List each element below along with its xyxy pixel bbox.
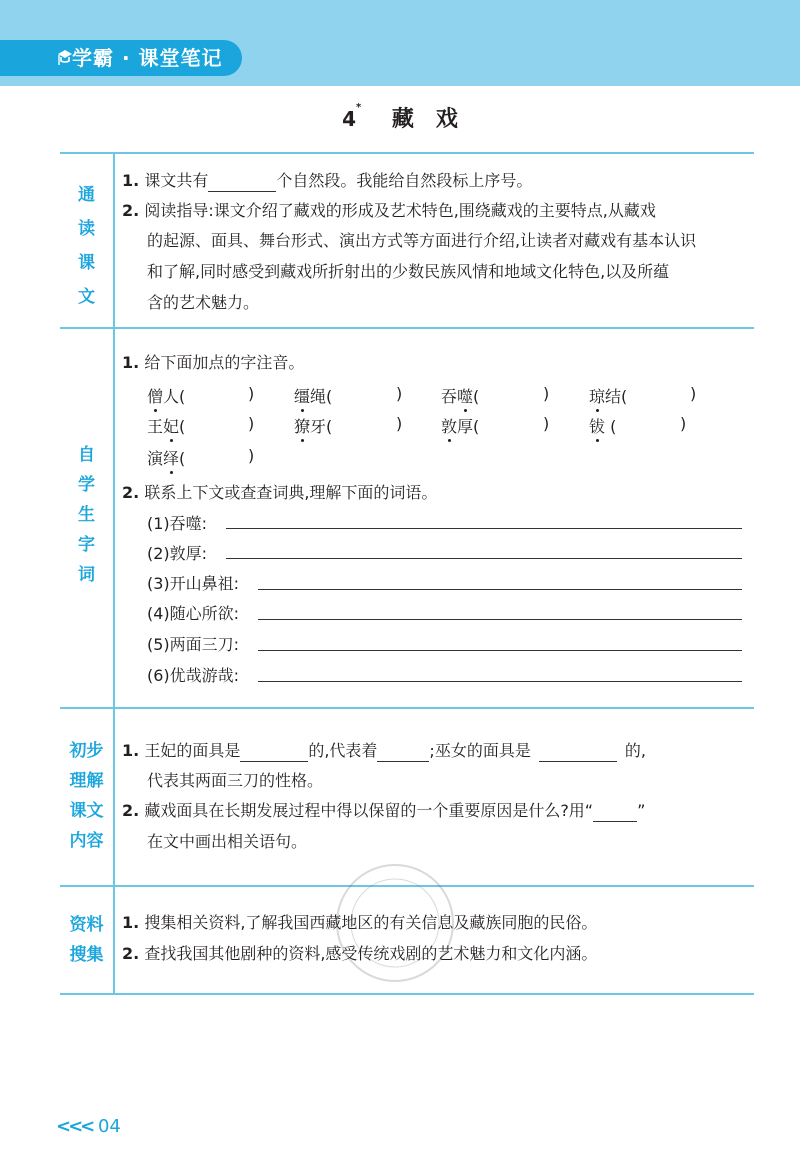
pinyin-item[interactable]: 琼结(	[589, 384, 627, 407]
s4-line-2: 2. 查找我国其他剧种的资料,感受传统戏剧的艺术魅力和文化内涵。	[122, 944, 598, 963]
word-4-answer-line[interactable]	[258, 619, 742, 620]
blank-mark-symbol[interactable]	[593, 803, 637, 822]
pinyin-close: )	[396, 384, 403, 403]
rule-2	[60, 707, 754, 709]
pinyin-item[interactable]: 钹 (	[589, 414, 616, 437]
s1-line-2: 2. 阅读指导:课文介绍了藏戏的形成及艺术特色,围绕藏戏的主要特点,从藏戏	[122, 201, 656, 220]
pinyin-item[interactable]: 吞噬(	[441, 384, 479, 407]
pinyin-close: )	[248, 384, 255, 403]
rule-1	[60, 327, 754, 329]
word-6-label: (6)优哉游哉:	[147, 666, 240, 685]
word-1-label: (1)吞噬:	[147, 514, 208, 533]
graduation-cap-icon	[56, 48, 72, 68]
word-2-answer-line[interactable]	[226, 558, 742, 559]
pinyin-close: )	[543, 414, 550, 433]
pinyin-item[interactable]: 演绎(	[147, 446, 185, 469]
s2-q1: 1. 给下面加点的字注音。	[122, 353, 305, 372]
blank-paragraph-count[interactable]	[208, 173, 276, 192]
page-number: 04	[97, 1116, 121, 1137]
pinyin-item[interactable]: 王妃(	[147, 414, 185, 437]
pinyin-close: )	[690, 384, 697, 403]
s3-line-2: 代表其两面三刀的性格。	[147, 771, 324, 790]
s3-line-4: 在文中画出相关语句。	[147, 832, 308, 851]
pinyin-item[interactable]: 敦厚(	[441, 414, 479, 437]
blank-queen-mask[interactable]	[240, 743, 308, 762]
pinyin-close: )	[396, 414, 403, 433]
pinyin-close: )	[248, 446, 255, 465]
pinyin-item[interactable]: 僧人(	[147, 384, 185, 407]
s1-line-5: 含的艺术魅力。	[147, 293, 260, 312]
rule-top	[60, 152, 754, 154]
s3-line-1: 1. 王妃的面具是 的,代表着 ;巫女的面具是 的,	[122, 741, 646, 760]
word-5-answer-line[interactable]	[258, 650, 742, 651]
page-footer	[56, 1116, 121, 1137]
word-2-label: (2)敦厚:	[147, 544, 208, 563]
word-4-label: (4)随心所欲:	[147, 604, 240, 623]
pinyin-item[interactable]: 缰绳(	[294, 384, 332, 407]
pinyin-close: )	[543, 384, 550, 403]
s1-line-3: 的起源、面具、舞台形式、演出方式等方面进行介绍,让读者对藏戏有基本认识	[147, 231, 697, 250]
rule-bottom	[60, 993, 754, 995]
lesson-title: 4* 藏 戏	[342, 102, 458, 132]
pinyin-item[interactable]: 獠牙(	[294, 414, 332, 437]
column-divider	[113, 154, 115, 993]
section-label-research: 资料 搜集	[69, 915, 104, 965]
word-3-label: (3)开山鼻祖:	[147, 574, 240, 593]
brand-tag	[0, 40, 242, 76]
section-label-selfstudy: 自 学 生 字 词	[78, 445, 95, 585]
section-label-understand: 初步 理解 课文 内容	[69, 741, 104, 851]
s1-line-4: 和了解,同时感受到藏戏所折射出的少数民族风情和地域文化特色,以及所蕴	[147, 262, 670, 281]
s2-q2: 2. 联系上下文或查查词典,理解下面的词语。	[122, 483, 438, 502]
s1-line-1: 1. 课文共有 个自然段。我能给自然段标上序号。	[122, 171, 533, 190]
word-6-answer-line[interactable]	[258, 681, 742, 682]
watermark-seal	[330, 858, 460, 988]
word-3-answer-line[interactable]	[258, 589, 742, 590]
blank-witch-mask[interactable]	[539, 743, 617, 762]
pinyin-close: )	[248, 414, 255, 433]
brand-title: 学霸 · 课堂笔记	[72, 46, 223, 70]
blank-represents[interactable]	[377, 743, 429, 762]
word-1-answer-line[interactable]	[226, 528, 742, 529]
s3-line-3: 2. 藏戏面具在长期发展过程中得以保留的一个重要原因是什么?用“ ”	[122, 801, 646, 820]
s4-line-1: 1. 搜集相关资料,了解我国西藏地区的有关信息及藏族同胞的民俗。	[122, 913, 598, 932]
word-5-label: (5)两面三刀:	[147, 635, 240, 654]
pinyin-close: )	[680, 414, 687, 433]
back-arrows-icon: <<<	[56, 1116, 93, 1137]
section-label-read: 通 读 课 文	[78, 185, 95, 307]
